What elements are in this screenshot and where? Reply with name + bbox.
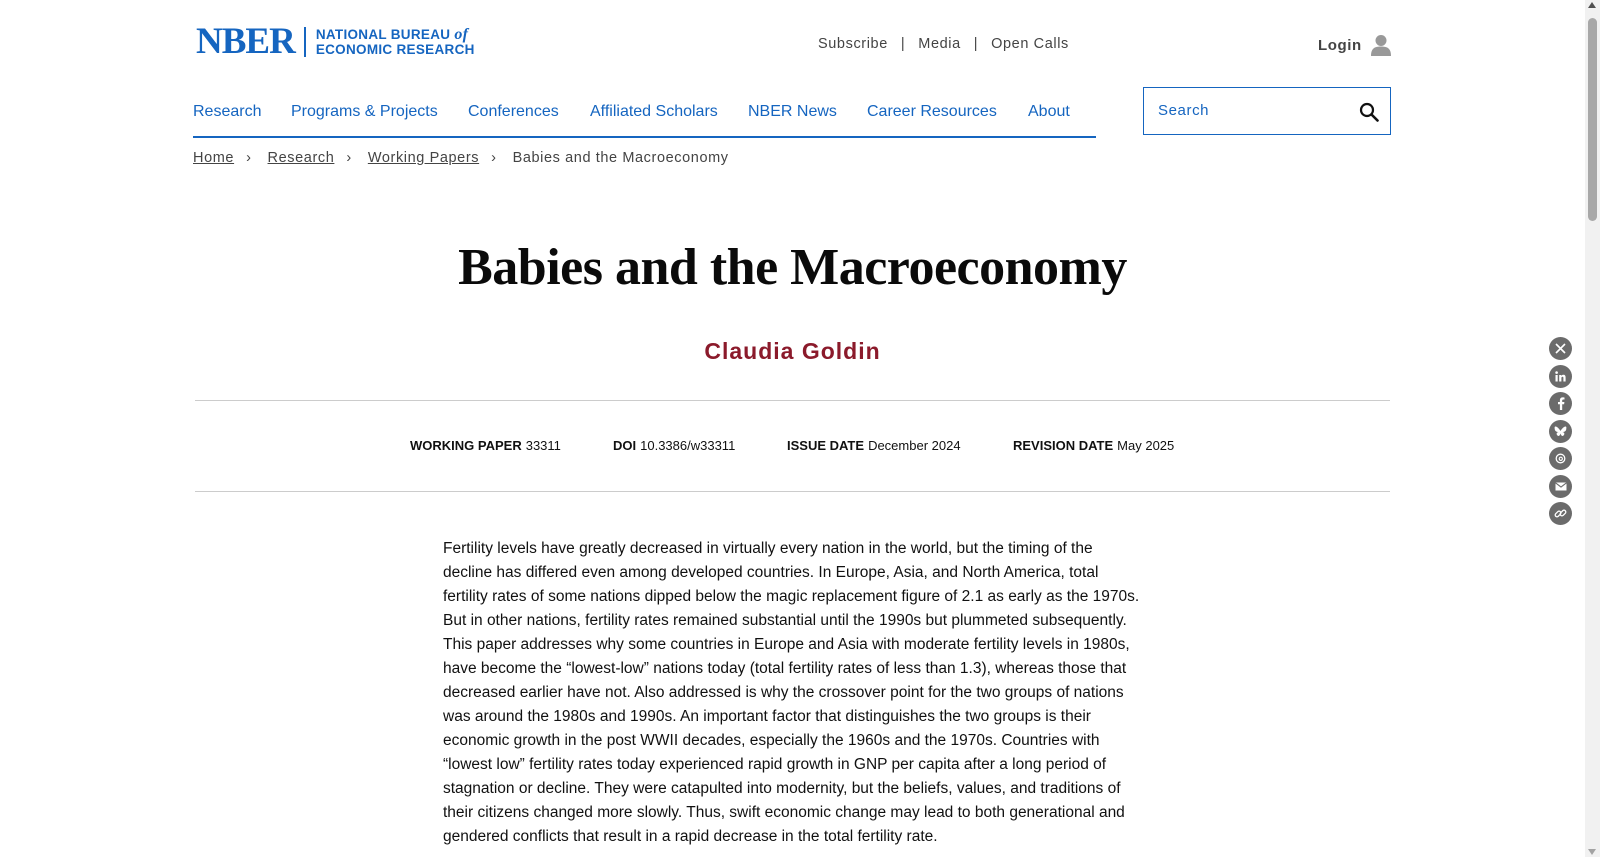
nav-nber-news[interactable]: NBER News [748,103,837,120]
nav-affiliated-scholars[interactable]: Affiliated Scholars [590,103,718,120]
nber-logo[interactable] [196,21,475,62]
nav-conferences[interactable]: Conferences [468,103,559,120]
nav-career-resources[interactable]: Career Resources [867,103,997,120]
nav-research[interactable]: Research [193,103,262,120]
x-icon[interactable] [1549,337,1572,360]
scrollbar-thumb[interactable] [1588,18,1597,221]
search-input[interactable] [1158,102,1348,119]
search-icon[interactable] [1359,102,1379,122]
nav-about[interactable]: About [1028,103,1070,120]
scrollbar[interactable] [1585,0,1600,857]
chevron-right-icon: › [491,150,497,166]
paper-metadata [195,400,1390,492]
bluesky-icon[interactable] [1549,420,1572,443]
scroll-down-arrow-icon[interactable] [1588,849,1596,855]
chevron-right-icon: › [346,150,352,166]
main-nav [193,86,1096,138]
logo-divider [304,27,306,57]
email-icon[interactable] [1549,475,1572,498]
login-button[interactable] [1318,34,1391,56]
share-bar [1549,337,1572,530]
breadcrumb-current: Babies and the Macroeconomy [512,150,729,166]
meta-value: December 2024 [868,438,961,453]
linkedin-icon[interactable] [1549,365,1572,388]
breadcrumb-working-papers[interactable]: Working Papers [367,150,480,166]
threads-icon[interactable] [1549,447,1572,470]
scroll-up-arrow-icon[interactable] [1588,2,1596,8]
subscribe-link[interactable]: Subscribe [818,36,888,52]
chevron-right-icon: › [246,150,252,166]
login-label: Login [1318,36,1362,54]
meta-label: REVISION DATE [1013,438,1114,453]
utility-separator: | [900,36,906,52]
utility-separator: | [973,36,979,52]
breadcrumb-research[interactable]: Research [267,150,335,166]
nav-programs-projects[interactable]: Programs & Projects [291,103,438,120]
meta-label: DOI [613,438,637,453]
meta-revision-date [1013,438,1174,453]
meta-value[interactable]: 10.3386/w33311 [640,438,736,453]
media-link[interactable]: Media [918,36,961,52]
meta-label: WORKING PAPER [410,438,522,453]
meta-working-paper [410,438,561,453]
search-box [1143,87,1391,135]
user-icon [1371,34,1391,56]
utility-nav [818,36,1069,52]
meta-doi [613,438,735,453]
breadcrumb [193,150,729,166]
breadcrumb-home[interactable]: Home [193,150,235,166]
link-icon[interactable] [1549,502,1572,525]
abstract-text: Fertility levels have greatly decreased in virtually every nation in the world, but the timing of the decline has differed even among developed countries. In Europe, Asia, and North America, total fertility rates of some nations dipped below the magic replacement figure of 2.1 as early as the 1970s. But in other nations, fertility rates remained substantial until the 1990s but plummeted subsequently. This paper addresses why some countries in Europe and Asia with moderate fertility levels in 1980s, have become the “lowest-low” nations today (total fertility rates of less than 1.3), whereas those that decreased earlier have not. Also addressed is why the crossover point for the two groups of nations was around the 1980s and 1990s. An important factor that distinguishes the two groups is their economic growth in the post WWII decades, especially the 1960s and the 1970s. Countries with “lowest low” fertility rates today experienced rapid growth in GNP per capita after a long period of stagnation or decline. They were catapulted into modernity, but the beliefs, values, and traditions of their citizens changed more slowly. Thus, swift economic change may lead to both generational and gendered conflicts that result in a rapid decrease in the total fertility rate. [443,540,1140,845]
logo-mark: NBER [196,21,295,62]
facebook-icon[interactable] [1549,392,1572,415]
meta-label: ISSUE DATE [787,438,865,453]
meta-value: May 2025 [1117,438,1175,453]
page-title: Babies and the Macroeconomy [458,239,1127,296]
author-link[interactable]: Claudia Goldin [704,338,881,364]
open-calls-link[interactable]: Open Calls [991,36,1069,52]
logo-wordmark: NATIONAL BUREAU of ECONOMIC RESEARCH [315,26,475,57]
meta-value: 33311 [525,438,561,453]
meta-issue-date [787,438,961,453]
